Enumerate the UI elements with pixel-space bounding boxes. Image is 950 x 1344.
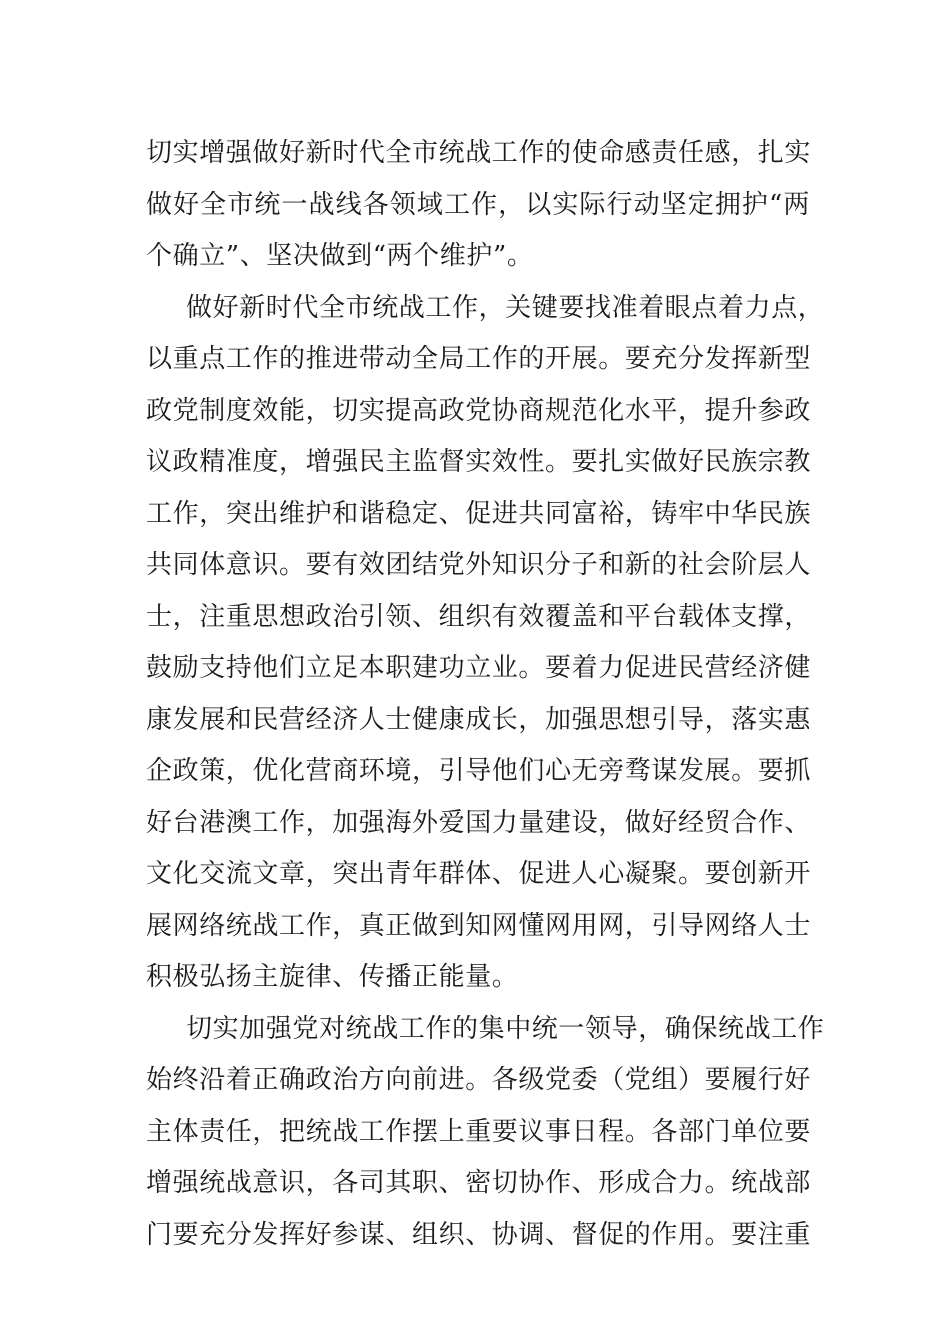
paragraph-2-line-3: 政党制度效能，切实提高政党协商规范化水平，提升参政 <box>146 395 812 426</box>
paragraph-1-line-3: 个确立”、坚决做到“两个维护”。 <box>146 241 534 271</box>
paragraph-2-line-14: 积极弘扬主旋律、传播正能量。 <box>146 962 519 992</box>
paragraph-2-line-4: 议政精准度，增强民主监督实效性。要扎实做好民族宗教 <box>146 447 812 477</box>
paragraph-2-line-5: 工作，突出维护和谐稳定、促进共同富裕，铸牢中华民族 <box>146 498 812 529</box>
paragraph-2-line-2: 以重点工作的推进带动全局工作的开展。要充分发挥新型 <box>146 344 812 374</box>
paragraph-2-line-1: 做好新时代全市统战工作，关键要找准着眼点着力点， <box>186 292 825 323</box>
paragraph-3-line-3: 主体责任，把统战工作摆上重要议事日程。各部门单位要 <box>146 1116 812 1147</box>
paragraph-2-line-13: 展网络统战工作，真正做到知网懂网用网，引导网络人士 <box>146 910 812 941</box>
paragraph-2-line-6: 共同体意识。要有效团结党外知识分子和新的社会阶层人 <box>146 550 812 580</box>
paragraph-3-line-1: 切实加强党对统战工作的集中统一领导，确保统战工作 <box>186 1013 825 1044</box>
paragraph-1-line-1: 切实增强做好新时代全市统战工作的使命感责任感，扎实 <box>146 138 812 168</box>
paragraph-2-line-9: 康发展和民营经济人士健康成长，加强思想引导，落实惠 <box>146 704 812 735</box>
paragraph-2-line-10: 企政策，优化营商环境，引导他们心无旁骛谋发展。要抓 <box>146 756 812 786</box>
paragraph-2-line-8: 鼓励支持他们立足本职建功立业。要着力促进民营经济健 <box>146 653 812 683</box>
paragraph-1-line-2: 做好全市统一战线各领域工作，以实际行动坚定拥护“两 <box>146 189 810 220</box>
paragraph-2-line-12: 文化交流文章，突出青年群体、促进人心凝聚。要创新开 <box>146 859 812 889</box>
paragraph-3-line-4: 增强统战意识，各司其职、密切协作、形成合力。统战部 <box>146 1168 812 1198</box>
paragraph-3-line-2: 始终沿着正确政治方向前进。各级党委（党组）要履行好 <box>146 1065 812 1095</box>
paragraph-2-line-11: 好台港澳工作，加强海外爱国力量建设，做好经贸合作、 <box>146 807 812 838</box>
paragraph-3-line-5: 门要充分发挥好参谋、组织、协调、督促的作用。要注重 <box>146 1219 812 1250</box>
paragraph-2-line-7: 士，注重思想政治引领、组织有效覆盖和平台载体支撑， <box>146 601 812 632</box>
document-body <box>146 128 825 1261</box>
